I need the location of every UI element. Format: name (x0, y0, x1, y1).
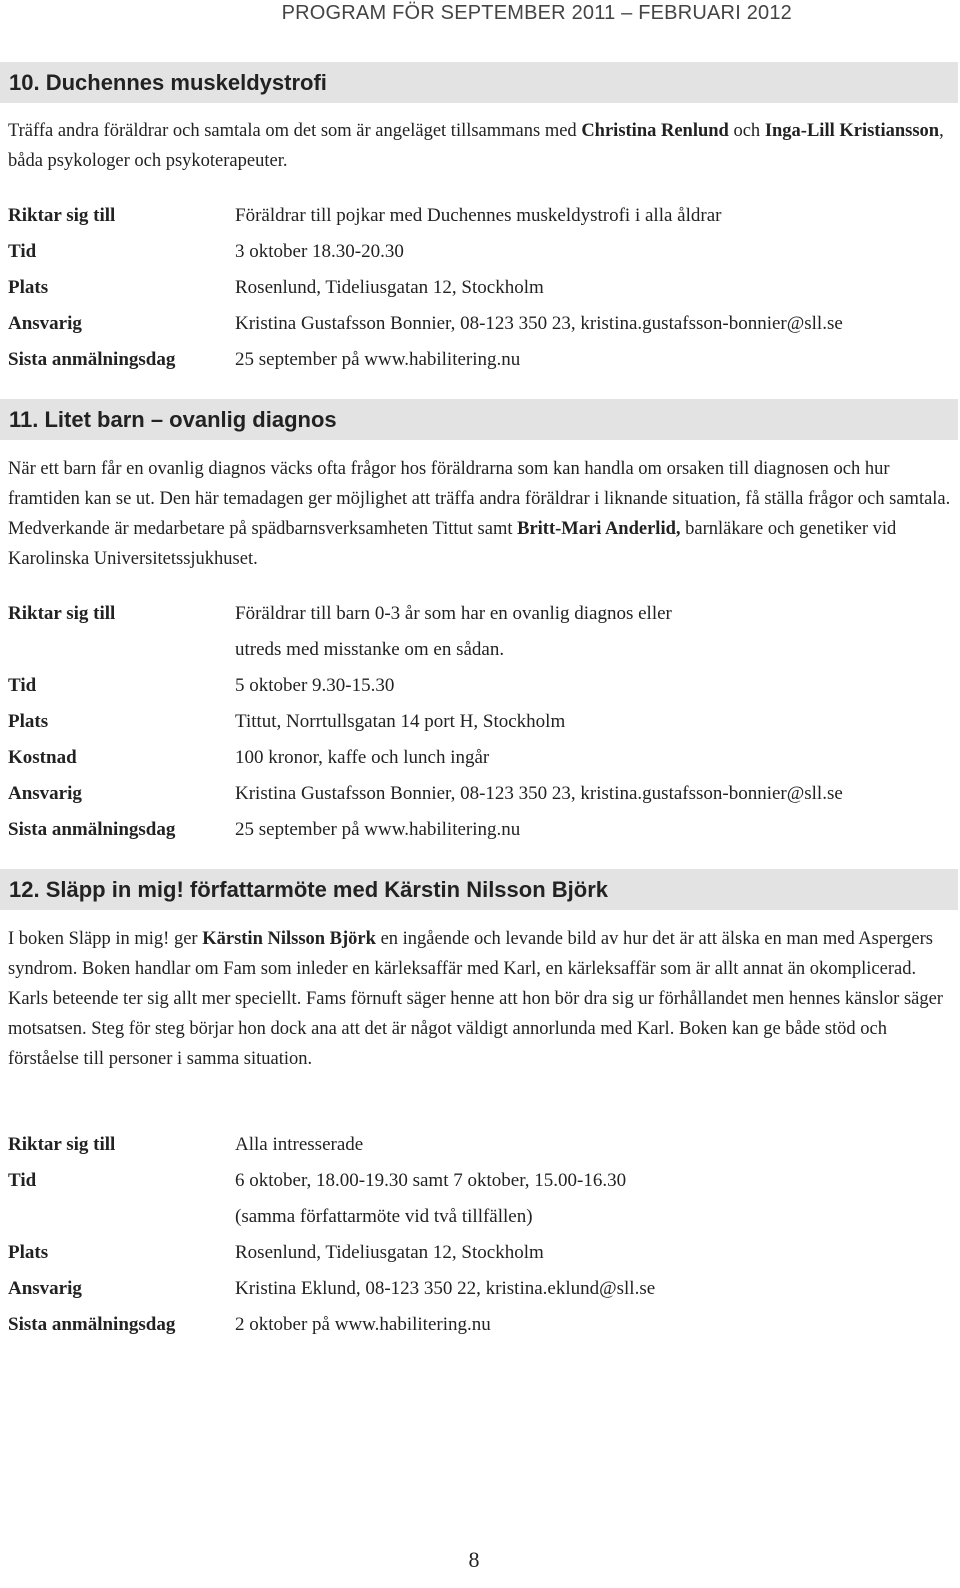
s12-time-label: Tid (8, 1170, 37, 1191)
s10-time-value: 3 oktober 18.30-20.30 (235, 241, 404, 262)
s10-deadline-value: 25 september på www.habilitering.nu (235, 349, 521, 370)
s11-deadline-value: 25 september på www.habilitering.nu (235, 819, 521, 840)
s11-time-label: Tid (8, 675, 37, 696)
page-number: 8 (468, 1547, 480, 1572)
s11-target-value-line1: Föräldrar till barn 0-3 år som har en ovanlig diagnos eller (235, 603, 672, 624)
section-10-intro: Träffa andra föräldrar och samtala om det som är angeläget tillsammans med Christina Renlund och Inga-Lill Kristiansson, båda psykologer och psykoterapeuter. (8, 121, 944, 171)
s12-responsible-value: Kristina Eklund, 08-123 350 22, kristina.eklund@sll.se (235, 1278, 656, 1299)
section-10-title: 10. Duchennes muskeldystrofi (0, 62, 958, 103)
s12-target-value: Alla intresserade (235, 1134, 364, 1155)
s10-target-label: Riktar sig till (8, 205, 116, 226)
s11-cost-value: 100 kronor, kaffe och lunch ingår (235, 747, 490, 768)
s10-deadline-label: Sista anmälningsdag (8, 349, 176, 370)
s11-target-value-line2: utreds med misstanke om en sådan. (235, 639, 505, 660)
s12-responsible-label: Ansvarig (8, 1278, 82, 1299)
section-12-title: 12. Släpp in mig! författarmöte med Kärstin Nilsson Björk (0, 869, 958, 910)
s11-time-value: 5 oktober 9.30-15.30 (235, 675, 395, 696)
s12-place-value: Rosenlund, Tideliusgatan 12, Stockholm (235, 1242, 544, 1263)
section-12-intro: I boken Släpp in mig! ger Kärstin Nilsson Björk en ingående och levande bild av hur det är att älska en man med Aspergers syndrom. Boken handlar om Fam som inleder en kärleksaffär med Karl, en kärleksaffär som är allt annat än okomplicerad. Karls beteende ter sig allt mer speciellt. Fams förnuft säger henne att hon bör dra sig ur förhållandet men hennes känslor säger motsatsen. Steg för steg börjar hon dock ana att det är något väldigt annorlunda med Karl. Boken kan ge både stöd och förståelse till personer i samma situation. (8, 929, 943, 1069)
s11-responsible-label: Ansvarig (8, 783, 82, 804)
s12-target-label: Riktar sig till (8, 1134, 116, 1155)
section-11-title: 11. Litet barn – ovanlig diagnos (0, 399, 958, 440)
s10-place-label: Plats (8, 277, 49, 298)
section-11-intro: När ett barn får en ovanlig diagnos väcks ofta frågor hos föräldrarna som kan handla om orsaken till diagnosen och hur framtiden kan se ut. Den här temadagen ger möjlighet att träffa andra föräldrar i liknande situation, få ställa frågor och samtala. Medverkande är medarbetare på spädbarnsverksamheten Tittut samt Britt-Mari Anderlid, barnläkare och genetiker vid Karolinska Universitetssjukhuset. (8, 459, 951, 569)
s11-place-label: Plats (8, 711, 49, 732)
s10-responsible-value: Kristina Gustafsson Bonnier, 08-123 350 23, kristina.gustafsson-bonnier@sll.se (235, 313, 843, 334)
s12-place-label: Plats (8, 1242, 49, 1263)
s12-deadline-label: Sista anmälningsdag (8, 1314, 176, 1335)
s12-deadline-value: 2 oktober på www.habilitering.nu (235, 1314, 491, 1335)
running-header: PROGRAM FÖR SEPTEMBER 2011 – FEBRUARI 2012 (281, 2, 792, 24)
s11-deadline-label: Sista anmälningsdag (8, 819, 176, 840)
s12-time-value-line1: 6 oktober, 18.00-19.30 samt 7 oktober, 15.00-16.30 (235, 1170, 627, 1191)
s10-target-value: Föräldrar till pojkar med Duchennes muskeldystrofi i alla åldrar (235, 205, 722, 226)
s11-place-value: Tittut, Norrtullsgatan 14 port H, Stockholm (235, 711, 566, 732)
s10-time-label: Tid (8, 241, 37, 262)
s11-target-label: Riktar sig till (8, 603, 116, 624)
s11-cost-label: Kostnad (8, 747, 77, 768)
s10-place-value: Rosenlund, Tideliusgatan 12, Stockholm (235, 277, 544, 298)
s12-time-value-line2: (samma författarmöte vid två tillfällen) (235, 1206, 533, 1227)
s10-responsible-label: Ansvarig (8, 313, 82, 334)
s11-responsible-value: Kristina Gustafsson Bonnier, 08-123 350 23, kristina.gustafsson-bonnier@sll.se (235, 783, 843, 804)
